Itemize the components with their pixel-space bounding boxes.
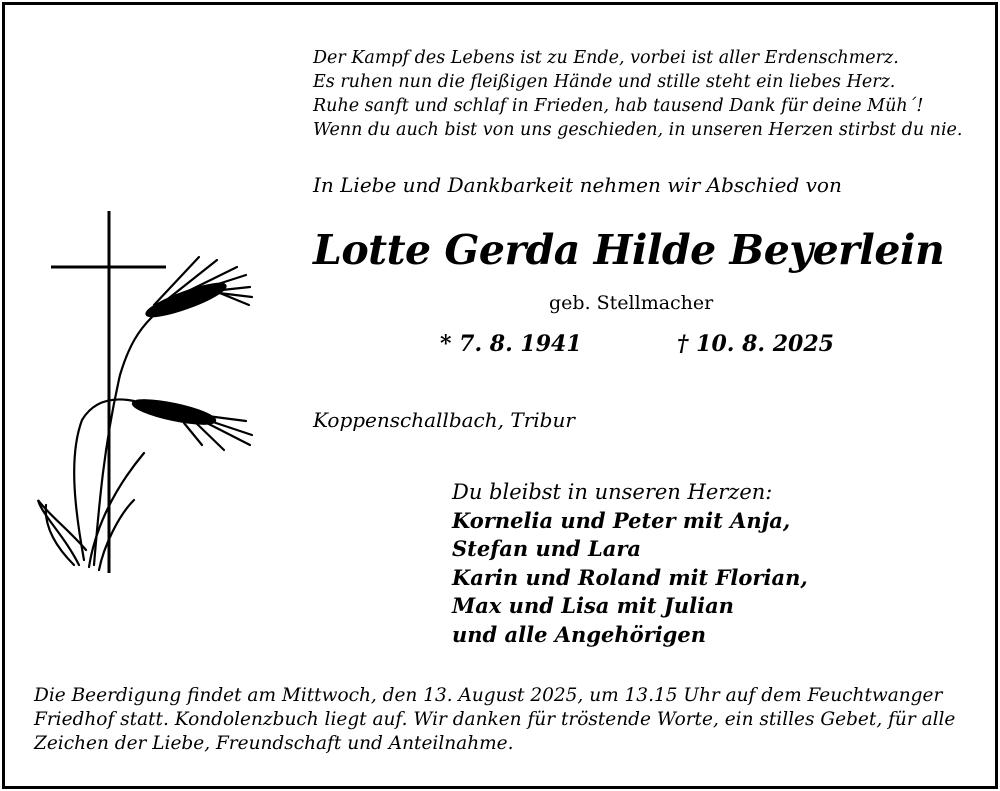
cross-wheat-artwork [34,205,259,580]
place: Koppenschallbach, Tribur [313,408,575,432]
wheat-icon [38,257,252,570]
poem-line: Wenn du auch bist von uns geschieden, in unseren Herzen stirbst du nie. [313,120,963,140]
deceased-name: Lotte Gerda Hilde Beyerlein [313,226,945,274]
mourner-name: Stefan und Lara [452,536,642,561]
mourner-name: Karin und Roland mit Florian, [452,564,808,590]
poem-line: Der Kampf des Lebens ist zu Ende, vorbei ist aller Erdenschmerz. [313,48,899,68]
funeral-info: Die Beerdigung findet am Mittwoch, den 13. August 2025, um 13.15 Uhr auf dem Feuchtwanger Friedhof statt. Kondolenzbuch liegt auf. Wir danken für tröstende Worte, ein stilles Gebet, für alle Zeichen der Liebe, Freundschaft und Anteilnahme. [34,685,956,754]
cross-icon [51,211,166,573]
poem-line: Es ruhen nun die fleißigen Hände und stille steht ein liebes Herz. [313,72,896,92]
poem [313,46,983,142]
mourner-name: Kornelia und Peter mit Anja, [452,507,791,533]
death-date: † 10. 8. 2025 [677,331,834,357]
birth-name: geb. Stellmacher [549,292,714,314]
mourners-block [452,478,808,649]
birth-date: * 7. 8. 1941 [440,331,582,357]
intro-text: In Liebe und Dankbarkeit nehmen wir Abschied von [313,173,842,197]
poem-line: Ruhe sanft und schlaf in Frieden, hab tausend Dank für deine Müh´! [313,96,924,116]
mourner-name: Max und Lisa mit Julian [452,593,734,618]
mourners-heading: Du bleibst in unseren Herzen: [452,480,773,504]
mourner-name: und alle Angehörigen [452,621,706,647]
